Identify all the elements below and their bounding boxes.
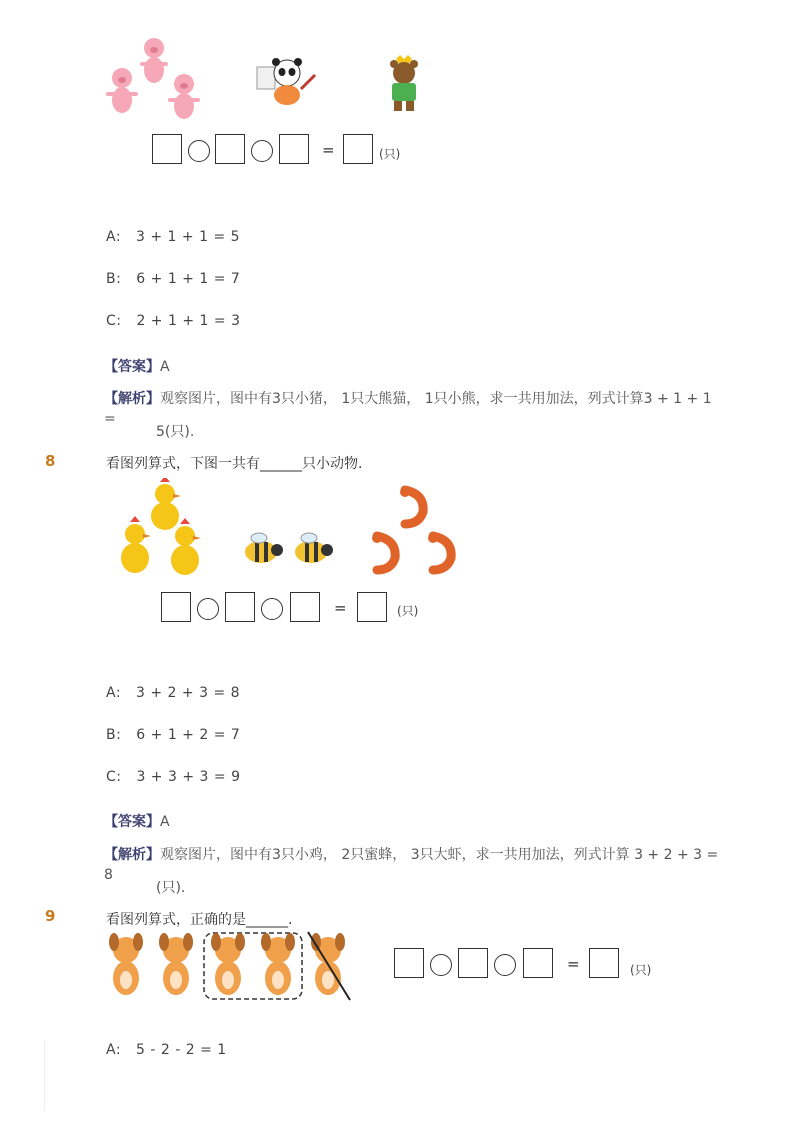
operator-circle[interactable] <box>251 140 273 162</box>
operator-circle[interactable] <box>188 140 210 162</box>
dog-icon <box>109 933 143 995</box>
question-text: 看图列算式，正确的是______. <box>106 912 293 928</box>
option-text: 5 - 2 - 2 = 1 <box>136 1042 227 1058</box>
shrimp-group-image <box>365 484 480 580</box>
option-a[interactable] <box>106 685 240 701</box>
option-text: 6 + 1 + 1 = 7 <box>136 271 241 287</box>
bear-icon <box>380 55 430 113</box>
dog-icon <box>211 933 245 995</box>
answer-value: A <box>160 814 170 830</box>
answer-box[interactable] <box>152 134 182 164</box>
option-label: B: <box>106 727 122 743</box>
analysis-block <box>104 388 724 427</box>
chick-icon <box>121 516 151 573</box>
pig-icon <box>106 68 138 113</box>
bee-group-image <box>237 528 339 570</box>
pig-icon <box>168 74 200 119</box>
answer-label: 【答案】 <box>104 814 160 830</box>
option-a[interactable] <box>106 1042 227 1058</box>
question-number: 8 <box>45 452 56 470</box>
unit-label: (只) <box>379 147 401 161</box>
option-text: 3 + 3 + 3 = 9 <box>136 769 241 785</box>
answer-line <box>104 356 170 376</box>
operator-circle[interactable] <box>430 954 452 976</box>
option-label: C: <box>106 769 122 785</box>
unit-label: (只) <box>630 963 652 977</box>
answer-box[interactable] <box>343 134 373 164</box>
question-number: 9 <box>45 907 56 925</box>
equals-sign: = <box>334 599 347 617</box>
analysis-label: 【解析】 <box>104 847 160 863</box>
analysis-block <box>104 844 724 883</box>
operator-circle[interactable] <box>261 598 283 620</box>
margin-rule <box>44 1040 45 1110</box>
option-a[interactable] <box>106 229 240 245</box>
pig-icon <box>140 38 168 83</box>
equals-sign: = <box>322 141 335 159</box>
answer-value: A <box>160 359 170 375</box>
answer-box[interactable] <box>161 592 191 622</box>
panda-icon <box>255 55 320 110</box>
answer-box[interactable] <box>589 948 619 978</box>
dog-icon <box>159 933 193 995</box>
answer-box[interactable] <box>279 134 309 164</box>
answer-label: 【答案】 <box>104 359 160 375</box>
shrimp-icon <box>428 533 451 570</box>
answer-box[interactable] <box>523 948 553 978</box>
dog-icon <box>261 933 295 995</box>
pig-group-image <box>102 36 212 124</box>
option-label: A: <box>106 1042 122 1058</box>
chick-group-image <box>115 478 215 582</box>
option-c[interactable] <box>106 769 240 785</box>
option-label: A: <box>106 685 122 701</box>
dog-group-image <box>102 930 354 1002</box>
answer-box[interactable] <box>215 134 245 164</box>
answer-box[interactable] <box>394 948 424 978</box>
option-text: 3 + 1 + 1 = 5 <box>136 229 241 245</box>
analysis-label: 【解析】 <box>104 391 160 407</box>
answer-box[interactable] <box>225 592 255 622</box>
analysis-text: 观察图片，图中有3只小鸡， 2只蜜蜂， 3只大虾，求一共用加法，列式计算 3 + 2 + 3 = 8 <box>104 847 719 883</box>
question-text: 看图列算式，下图一共有______只小动物. <box>106 456 363 472</box>
equals-sign: = <box>567 955 580 973</box>
unit-label: (只) <box>397 604 419 618</box>
answer-box[interactable] <box>357 592 387 622</box>
option-label: B: <box>106 271 122 287</box>
answer-box[interactable] <box>458 948 488 978</box>
bee-icon <box>245 533 283 563</box>
shrimp-icon <box>372 533 395 570</box>
bee-icon <box>295 533 333 563</box>
analysis-text: 观察图片，图中有3只小猪， 1只大熊猫， 1只小熊，求一共用加法，列式计算3 + 1 + 1 = <box>104 391 712 427</box>
chick-icon <box>151 478 181 530</box>
option-label: A: <box>106 229 122 245</box>
option-text: 2 + 1 + 1 = 3 <box>136 313 241 329</box>
operator-circle[interactable] <box>197 598 219 620</box>
answer-box[interactable] <box>290 592 320 622</box>
analysis-text-cont: (只). <box>156 880 186 896</box>
option-label: C: <box>106 313 122 329</box>
option-b[interactable] <box>106 271 240 287</box>
option-text: 3 + 2 + 3 = 8 <box>136 685 241 701</box>
analysis-text-cont: 5(只). <box>156 424 195 440</box>
operator-circle[interactable] <box>494 954 516 976</box>
option-c[interactable] <box>106 313 240 329</box>
option-b[interactable] <box>106 727 240 743</box>
answer-line <box>104 811 170 831</box>
shrimp-icon <box>400 487 423 524</box>
chick-icon <box>171 518 201 575</box>
option-text: 6 + 1 + 2 = 7 <box>136 727 241 743</box>
